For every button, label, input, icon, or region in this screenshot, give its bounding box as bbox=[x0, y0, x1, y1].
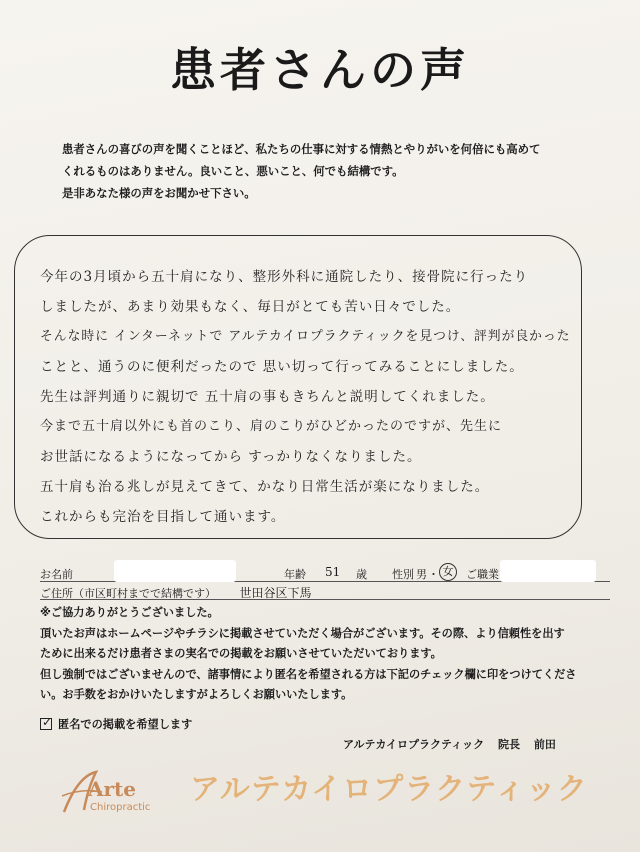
handwritten-comment bbox=[40, 262, 600, 532]
comment-line: 今まで五十肩以外にも首のこり、肩のこりがひどかったのですが、先生に bbox=[40, 419, 503, 434]
intro-line: 是非あなた様の声をお聞かせ下さい。 bbox=[62, 186, 256, 200]
intro-line: くれるものはありません。良いこと、悪いこと、何でも結構です。 bbox=[62, 164, 404, 178]
name-redaction bbox=[114, 560, 236, 582]
comment-line: しましたが、あまり効果もなく、毎日がとても苦い日々でした。 bbox=[40, 299, 461, 315]
anonymous-label: 匿名での掲載を希望します bbox=[58, 718, 193, 731]
arte-logo bbox=[58, 766, 168, 818]
logo-subtext: Chiropractic bbox=[90, 802, 151, 813]
intro-line: 患者さんの喜びの声を聞くことほど、私たちの仕事に対する情熱とやりがいを何倍にも高めて bbox=[62, 142, 541, 156]
comment-line: ことと、通うのに便利だったので 思い切って行ってみることにしました。 bbox=[40, 359, 524, 375]
address-label: ご住所（市区町村までで結構です） bbox=[40, 587, 216, 600]
note-line: 頂いたお声はホームページやチラシに掲載させていただく場合がございます。その際、より信頼性を出す bbox=[40, 626, 565, 640]
age-value: 51 bbox=[325, 565, 341, 579]
consent-notes bbox=[40, 603, 620, 706]
note-line: ために出来るだけ患者さまの実名での掲載をお願いさせていただいております。 bbox=[40, 647, 442, 660]
gender-female-circled bbox=[439, 563, 457, 581]
anonymous-option[interactable] bbox=[40, 716, 192, 732]
anonymous-checkbox[interactable] bbox=[40, 715, 53, 730]
signature-name: 前田 bbox=[533, 738, 556, 751]
comment-line: これからも完治を目指して通います。 bbox=[40, 509, 286, 525]
age-label: 年齢 bbox=[284, 568, 306, 581]
check-icon: ✓ bbox=[42, 715, 53, 729]
note-line: ※ご協力ありがとうございました。 bbox=[40, 606, 219, 619]
comment-line: 五十肩も治る兆しが見えてきて、かなり日常生活が楽になりました。 bbox=[40, 479, 490, 495]
name-label: お名前 bbox=[40, 568, 73, 581]
brand-name: アルテカイロプラクティック bbox=[190, 772, 588, 807]
comment-line: お世話になるようになってから すっかりなくなりました。 bbox=[40, 449, 422, 465]
logo-text: Arte bbox=[88, 777, 137, 801]
gender-female: 女 bbox=[442, 565, 454, 578]
gender-male: 男 bbox=[416, 568, 427, 581]
signature-clinic: アルテカイロプラクティック bbox=[343, 738, 485, 751]
address-value: 世田谷区下馬 bbox=[239, 586, 312, 600]
comment-line: 先生は評判通りに親切で 五十肩の事もきちんと説明してくれました。 bbox=[40, 389, 495, 405]
job-redaction bbox=[500, 560, 596, 582]
job-label: ご職業 bbox=[466, 568, 499, 581]
gender-label: 性別 bbox=[392, 568, 414, 581]
comment-line: そんな時に インターネットで アルテカイロプラクティックを見つけ、評判が良かった bbox=[40, 329, 571, 344]
note-line: い。お手数をおかけいたしますがよろしくお願いいたします。 bbox=[40, 688, 353, 701]
intro-text bbox=[62, 138, 622, 204]
note-line: 但し強制ではございませんので、諸事情により匿名を希望される方は下記のチェック欄に印をつけてくださ bbox=[40, 667, 577, 681]
signature bbox=[343, 736, 556, 752]
gender-separator: ・ bbox=[428, 568, 439, 581]
page-title: 患者さんの声 bbox=[170, 43, 470, 97]
address-underline bbox=[40, 599, 610, 600]
arte-logo-mark bbox=[58, 766, 168, 818]
age-unit: 歳 bbox=[356, 568, 367, 581]
comment-line: 今年の3月頃から五十肩になり、整形外科に通院したり、接骨院に行ったり bbox=[40, 269, 529, 285]
signature-role: 院長 bbox=[497, 738, 520, 751]
